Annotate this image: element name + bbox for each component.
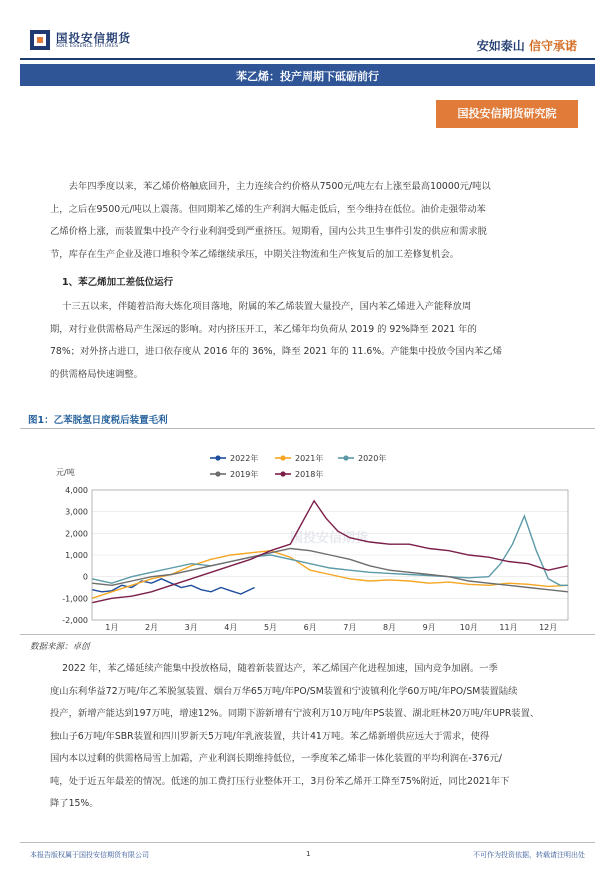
report-title: 苯乙烯：投产周期下砥砺前行: [236, 70, 379, 83]
intro-line: 上，之后在9500元/吨以上震荡。但同期苯乙烯的生产利润大幅走低后，至今维持在低位。油价走强带动苯: [50, 203, 486, 215]
figure-source: 数据来源：卓创: [30, 642, 90, 652]
company-name-en: SDIC ESSENCE FUTURES: [56, 44, 119, 49]
x-tick-label: 11月: [499, 623, 518, 632]
intro-line: 节，库存在生产企业及港口堆积令苯乙烯继续承压，中期关注物流和生产恢复后的加工差修复机会。: [50, 248, 460, 260]
y-tick-label: 4,000: [65, 486, 88, 495]
x-tick-label: 10月: [459, 623, 478, 632]
footer-divider: [20, 842, 595, 843]
section2-line: 独山子6万吨/年SBR装置和四川罗新天5万吨/年乳液装置，共计41万吨。苯乙烯新增供应远大于需求，使得: [50, 730, 490, 742]
intro-line: 去年四季度以来，苯乙烯价格触底回升，主力连续合约价格从7500元/吨左右上涨至最高10000元/吨以: [68, 181, 491, 192]
y-axis-ticks: [62, 486, 88, 625]
figure-title: 图1：乙苯脱氢日度税后装置毛利: [28, 415, 168, 426]
y-tick-label: 0: [82, 572, 88, 582]
company-name: 国投安信期货: [56, 31, 131, 45]
section1-line: 78%；对外挤占进口，进口依存度从 2016 年的 36%，降至 2021 年的 11.6%。产能集中投放令国内苯乙烯: [50, 346, 503, 357]
legend-label: 2020年: [358, 454, 387, 463]
header-divider: [20, 58, 595, 60]
x-tick-label: 4月: [224, 623, 238, 632]
y-tick-label: 1,000: [65, 551, 88, 560]
x-tick-label: 5月: [263, 623, 278, 632]
research-org-badge: 国投安信期货研究院: [436, 100, 578, 128]
chart-series: [92, 501, 568, 603]
x-tick-label: 9月: [422, 623, 436, 632]
figure-bottom-rule: [20, 634, 595, 635]
legend-marker: [343, 455, 348, 460]
section2-line: 度山东利华益72万吨/年乙苯脱氢装置、烟台万华65万吨/年PO/SM装置和宁波镇利化学60万吨/年PO/SM装置陆续: [50, 685, 518, 697]
y-tick-label: 2,000: [65, 529, 88, 539]
x-tick-label: 1月: [105, 623, 119, 632]
series-line: [92, 501, 568, 603]
section1-paragraph: [50, 296, 565, 386]
legend-label: 2018年: [295, 470, 324, 479]
report-title-bar: [20, 64, 595, 86]
section2-line: 吨，处于近五年最差的情况。低迷的加工费打压行业整体开工，3月份苯乙烯开工降至75%附近，同比2021年下: [50, 775, 510, 787]
company-logo-icon: [30, 30, 50, 50]
section2-line: 2022 年，苯乙烯延续产能集中投放格局，随着新装置达产，苯乙烯国产化进程加速，国内竞争加剧。一季: [62, 663, 498, 674]
section2-line: 投产，新增产能达到197万吨，增速12%。同期下游新增有宁波利万10万吨/年PS装置、湖北旺林20万吨/年UPR装置、: [50, 708, 540, 719]
section1-line: 十三五以来，伴随着沿海大炼化项目落地，附属的苯乙烯装置大量投产，国内苯乙烯进入产能释放周: [62, 301, 472, 312]
section2-line: 国内本以过剩的供需格局雪上加霜，产业利润长期维持低位，一季度苯乙烯非一体化装置的平均利润在-376元/: [50, 753, 502, 764]
section-heading: 1、苯乙烯加工差低位运行: [62, 277, 174, 288]
legend-marker: [280, 455, 285, 460]
section2-line: 降了15%。: [50, 798, 99, 809]
section1-line: 期，对行业供需格局产生深远的影响。对内挤压开工，苯乙烯年均负荷从 2019 的 92%降至 2021 年的: [50, 323, 477, 335]
legend-label: 2021年: [295, 454, 324, 463]
legend-marker: [215, 471, 220, 476]
intro-line: 乙烯价格上涨，而装置集中投产令行业利润受到严重挤压。短期看，国内公共卫生事件引发的供应和需求脱: [50, 226, 487, 237]
x-tick-label: 6月: [303, 623, 317, 632]
section2-paragraph: [50, 658, 565, 816]
section1-line: 的供需格局快速调整。: [50, 368, 143, 380]
x-tick-label: 8月: [382, 623, 397, 632]
page-number: 1: [306, 850, 311, 858]
footer-copyright: 本报告版权属于国投安信期货有限公司: [30, 851, 149, 859]
profit-line-chart: [20, 432, 595, 632]
x-tick-label: 2月: [144, 623, 159, 632]
series-line: [92, 551, 568, 599]
x-tick-label: 12月: [539, 623, 558, 632]
y-tick-label: -1,000: [62, 594, 88, 604]
chart-watermark: 国投安信期货: [290, 531, 369, 546]
intro-paragraph: [50, 176, 565, 266]
legend-label: 2022年: [230, 454, 259, 463]
slogan: [477, 37, 577, 54]
legend-marker: [280, 471, 285, 476]
y-tick-label: -2,000: [62, 616, 88, 625]
y-axis-label: 元/吨: [56, 468, 75, 477]
figure-top-rule: [20, 428, 595, 429]
footer-disclaimer: 不可作为投资依据，转载请注明出处: [473, 851, 585, 859]
x-tick-label: 3月: [184, 623, 198, 632]
x-tick-label: 7月: [343, 623, 357, 632]
y-tick-label: 3,000: [65, 507, 88, 517]
chart-legend: [210, 453, 386, 479]
slogan-part1: 安如泰山: [476, 39, 525, 53]
legend-marker: [215, 455, 220, 460]
slogan-part2: 信守承诺: [528, 39, 577, 53]
x-axis-ticks: [105, 623, 557, 632]
legend-label: 2019年: [230, 470, 259, 479]
